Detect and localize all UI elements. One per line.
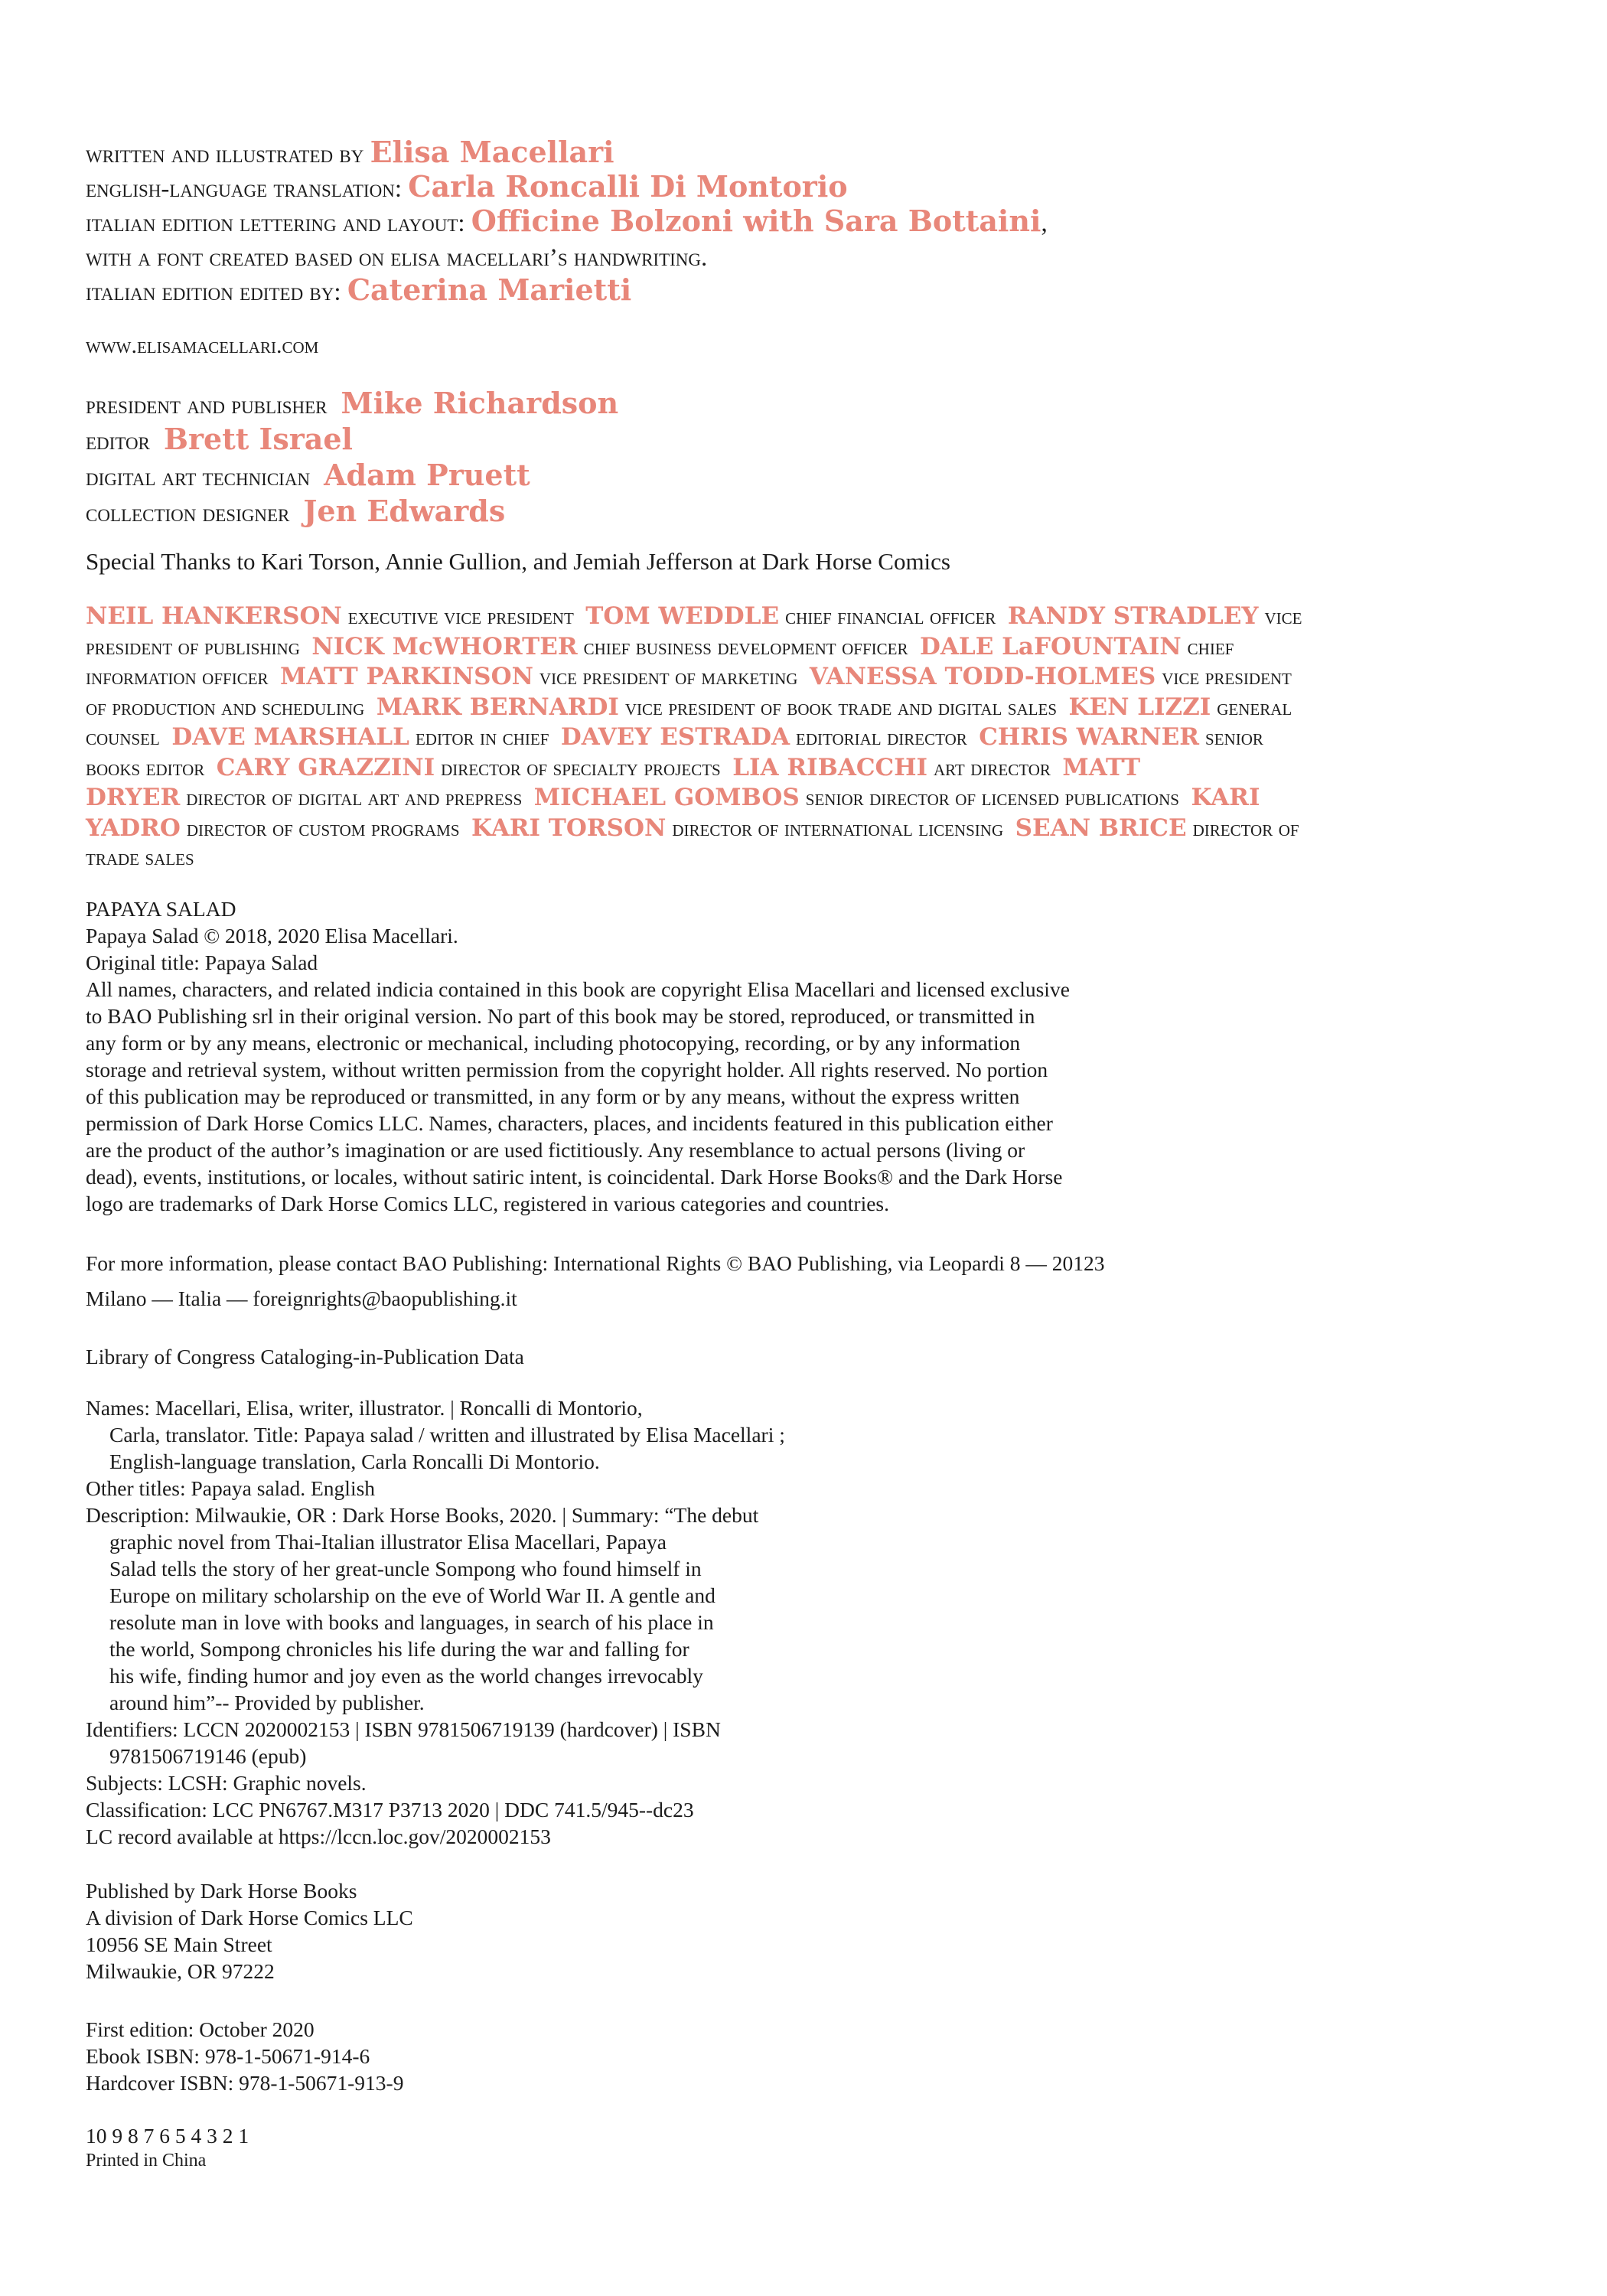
staff-credits bbox=[86, 386, 618, 530]
staff-name: Brett Israel bbox=[163, 422, 353, 456]
credit-label: italian edition edited by: bbox=[86, 279, 341, 306]
officer-name: NICK McWHORTER bbox=[311, 632, 578, 660]
credit-line bbox=[86, 240, 1540, 274]
officer-title: art director bbox=[934, 755, 1051, 781]
credit-label: written and illustrated by bbox=[86, 141, 364, 168]
officer-name: DAVE MARSHALL bbox=[171, 723, 409, 751]
loc-line: Carla, translator. Title: Papaya salad / written and illustrated by Elisa Macellari ; bbox=[109, 1423, 785, 1446]
credit-name: Carla Roncalli Di Montorio bbox=[408, 169, 848, 204]
officer-title: vice president of book trade and digital sales bbox=[624, 694, 1057, 720]
loc-line: Classification: LCC PN6767.M317 P3713 2020 | DDC 741.5/945--dc23 bbox=[86, 1798, 694, 1821]
officer-name: MARK BERNARDI bbox=[376, 693, 619, 721]
publisher-line: Published by Dark Horse Books bbox=[86, 1879, 357, 1903]
printing-line: 10 9 8 7 6 5 4 3 2 1 bbox=[86, 2124, 249, 2148]
officer-name: KARI TORSON bbox=[471, 814, 667, 842]
officer-title: vice president of production and scheduling bbox=[86, 664, 1292, 720]
loc-line: graphic novel from Thai-Italian illustrator Elisa Macellari, Papaya bbox=[109, 1530, 667, 1554]
legal-notice bbox=[86, 895, 1325, 1217]
loc-line: Names: Macellari, Elisa, writer, illustrator. | Roncalli di Montorio, bbox=[86, 1396, 643, 1420]
loc-line: LC record available at https://lccn.loc.gov/2020002153 bbox=[86, 1825, 551, 1848]
loc-line: Description: Milwaukie, OR : Dark Horse Books, 2020. | Summary: “The debut bbox=[86, 1503, 759, 1527]
loc-line: his wife, finding humor and joy even as the world changes irrevocably bbox=[109, 1664, 703, 1688]
edition-info bbox=[86, 2016, 1325, 2096]
officer-title: general counsel bbox=[86, 694, 1292, 750]
staff-role: president and publisher bbox=[86, 392, 328, 419]
staff-role: collection designer bbox=[86, 500, 290, 527]
officer-name: NEIL HANKERSON bbox=[86, 602, 342, 630]
officer-title: senior books editor bbox=[86, 725, 1263, 781]
credit-line bbox=[86, 274, 1540, 308]
credit-line bbox=[86, 205, 1540, 240]
officer-title: editorial director bbox=[796, 725, 967, 750]
special-thanks: Special Thanks to Kari Torson, Annie Gullion, and Jemiah Jefferson at Dark Horse Comics bbox=[86, 548, 950, 575]
staff-name: Adam Pruett bbox=[324, 458, 530, 492]
printed-in: Printed in China bbox=[86, 2151, 207, 2170]
credit-name: Caterina Marietti bbox=[347, 272, 632, 307]
credit-line bbox=[86, 136, 1540, 171]
officers-list bbox=[86, 602, 1310, 873]
officer-name: VANESSA TODD-HOLMES bbox=[809, 663, 1156, 690]
printing-info bbox=[86, 2122, 1325, 2172]
officer-title: director of digital art and prepress bbox=[186, 785, 523, 810]
officer-name: KARI YADRO bbox=[86, 784, 1260, 842]
staff-line bbox=[86, 494, 618, 530]
loc-line: Europe on military scholarship on the eve of World War II. A gentle and bbox=[109, 1583, 715, 1607]
legal-line: any form or by any means, electronic or mechanical, including photocopying, recording, or by any information bbox=[86, 1031, 1021, 1055]
publisher-line: 10956 SE Main Street bbox=[86, 1932, 272, 1956]
website-url: www.elisamacellari.com bbox=[86, 333, 319, 358]
loc-line: the world, Sompong chronicles his life during the war and falling for bbox=[109, 1637, 689, 1661]
officer-title: vice president of publishing bbox=[86, 604, 1302, 660]
officer-title: director of international licensing bbox=[672, 815, 1004, 841]
officer-title: vice president of marketing bbox=[539, 664, 798, 690]
legal-line: permission of Dark Horse Comics LLC. Names, characters, places, and incidents featured in this publication either bbox=[86, 1111, 1053, 1135]
officer-title: chief information officer bbox=[86, 634, 1234, 690]
staff-name: Jen Edwards bbox=[303, 494, 506, 528]
loc-line: 9781506719146 (epub) bbox=[109, 1744, 307, 1768]
officer-name: CARY GRAZZINI bbox=[216, 753, 435, 781]
officer-name: DALE LaFOUNTAIN bbox=[919, 632, 1182, 660]
legal-line: of this publication may be reproduced or transmitted, in any form or by any means, without the express written bbox=[86, 1084, 1020, 1108]
officer-title: director of custom programs bbox=[186, 815, 460, 841]
officer-title: director of specialty projects bbox=[441, 755, 721, 781]
legal-line: logo are trademarks of Dark Horse Comics LLC, registered in various categories and countries. bbox=[86, 1192, 890, 1215]
staff-role: editor bbox=[86, 428, 150, 455]
credit-label: italian edition lettering and layout: bbox=[86, 210, 465, 237]
officer-title: editor in chief bbox=[415, 725, 549, 750]
credit-name: Elisa Macellari bbox=[370, 135, 614, 169]
officer-name: KEN LIZZI bbox=[1068, 693, 1211, 721]
loc-cataloging-data bbox=[86, 1394, 1325, 1850]
book-title: PAPAYA SALAD bbox=[86, 897, 236, 921]
copyright-line: Papaya Salad © 2018, 2020 Elisa Macellari. bbox=[86, 924, 458, 947]
loc-line: around him”-- Provided by publisher. bbox=[109, 1691, 425, 1714]
loc-line: Other titles: Papaya salad. English bbox=[86, 1476, 376, 1500]
loc-heading: Library of Congress Cataloging-in-Publication Data bbox=[86, 1345, 524, 1368]
legal-line: storage and retrieval system, without written permission from the copyright holder. All rights reserved. No portion bbox=[86, 1058, 1048, 1081]
ebook-isbn: Ebook ISBN: 978-1-50671-914-6 bbox=[86, 2044, 370, 2068]
staff-line bbox=[86, 422, 618, 458]
officer-title: director of trade sales bbox=[86, 815, 1299, 870]
officer-name: RANDY STRADLEY bbox=[1007, 602, 1259, 630]
credit-suffix: , bbox=[1041, 210, 1048, 237]
officer-name: DAVEY ESTRADA bbox=[560, 723, 790, 751]
contact-line: Milano — Italia — foreignrights@baopublishing.it bbox=[86, 1287, 517, 1310]
officer-name: MICHAEL GOMBOS bbox=[533, 784, 800, 811]
officer-name: MATT DRYER bbox=[86, 753, 1141, 811]
contact-line: For more information, please contact BAO Publishing: International Rights © BAO Publishing, via Leopardi 8 — 20123 bbox=[86, 1251, 1105, 1275]
publisher-line: A division of Dark Horse Comics LLC bbox=[86, 1906, 413, 1929]
publisher-line: Milwaukie, OR 97222 bbox=[86, 1959, 275, 1983]
legal-line: All names, characters, and related indicia contained in this book are copyright Elisa Macellari and licensed exclusive bbox=[86, 977, 1070, 1001]
edition-line: First edition: October 2020 bbox=[86, 2017, 315, 2041]
legal-line: are the product of the author’s imagination or are used fictitiously. Any resemblance to actual persons (living or bbox=[86, 1138, 1025, 1162]
officer-title: executive vice president bbox=[347, 604, 574, 629]
creator-credits bbox=[86, 136, 1540, 308]
credit-label: english-language translation: bbox=[86, 175, 402, 203]
officer-name: MATT PARKINSON bbox=[280, 663, 533, 690]
loc-line: Salad tells the story of her great-uncle Sompong who found himself in bbox=[109, 1557, 702, 1580]
staff-line bbox=[86, 386, 618, 422]
original-title: Original title: Papaya Salad bbox=[86, 951, 318, 974]
credit-line bbox=[86, 171, 1540, 205]
credit-name: Officine Bolzoni with Sara Bottaini bbox=[471, 204, 1041, 238]
publisher-address bbox=[86, 1877, 1325, 1985]
officer-name: CHRIS WARNER bbox=[979, 723, 1200, 751]
loc-line: Identifiers: LCCN 2020002153 | ISBN 9781506719139 (hardcover) | ISBN bbox=[86, 1717, 721, 1741]
legal-line: dead), events, institutions, or locales, without satiric intent, is coincidental. Dark Horse Books® and the Dark Horse bbox=[86, 1165, 1063, 1189]
contact-info bbox=[86, 1246, 1325, 1316]
officer-title: chief financial officer bbox=[785, 604, 996, 629]
legal-line: to BAO Publishing srl in their original version. No part of this book may be stored, reproduced, or transmitted in bbox=[86, 1004, 1035, 1028]
officer-title: senior director of licensed publications bbox=[805, 785, 1179, 810]
loc-line: resolute man in love with books and languages, in search of his place in bbox=[109, 1610, 714, 1634]
staff-name: Mike Richardson bbox=[341, 386, 619, 420]
staff-line bbox=[86, 458, 618, 494]
loc-line: Subjects: LCSH: Graphic novels. bbox=[86, 1771, 367, 1795]
credit-label: with a font created based on elisa macellari’s handwriting. bbox=[86, 244, 708, 272]
officer-title: chief business development officer bbox=[583, 634, 908, 660]
officer-name: TOM WEDDLE bbox=[585, 602, 780, 630]
officer-name: LIA RIBACCHI bbox=[732, 753, 928, 781]
staff-role: digital art technician bbox=[86, 464, 311, 491]
loc-line: English-language translation, Carla Roncalli Di Montorio. bbox=[109, 1450, 600, 1473]
hardcover-isbn: Hardcover ISBN: 978-1-50671-913-9 bbox=[86, 2071, 404, 2095]
officer-name: SEAN BRICE bbox=[1015, 814, 1187, 842]
